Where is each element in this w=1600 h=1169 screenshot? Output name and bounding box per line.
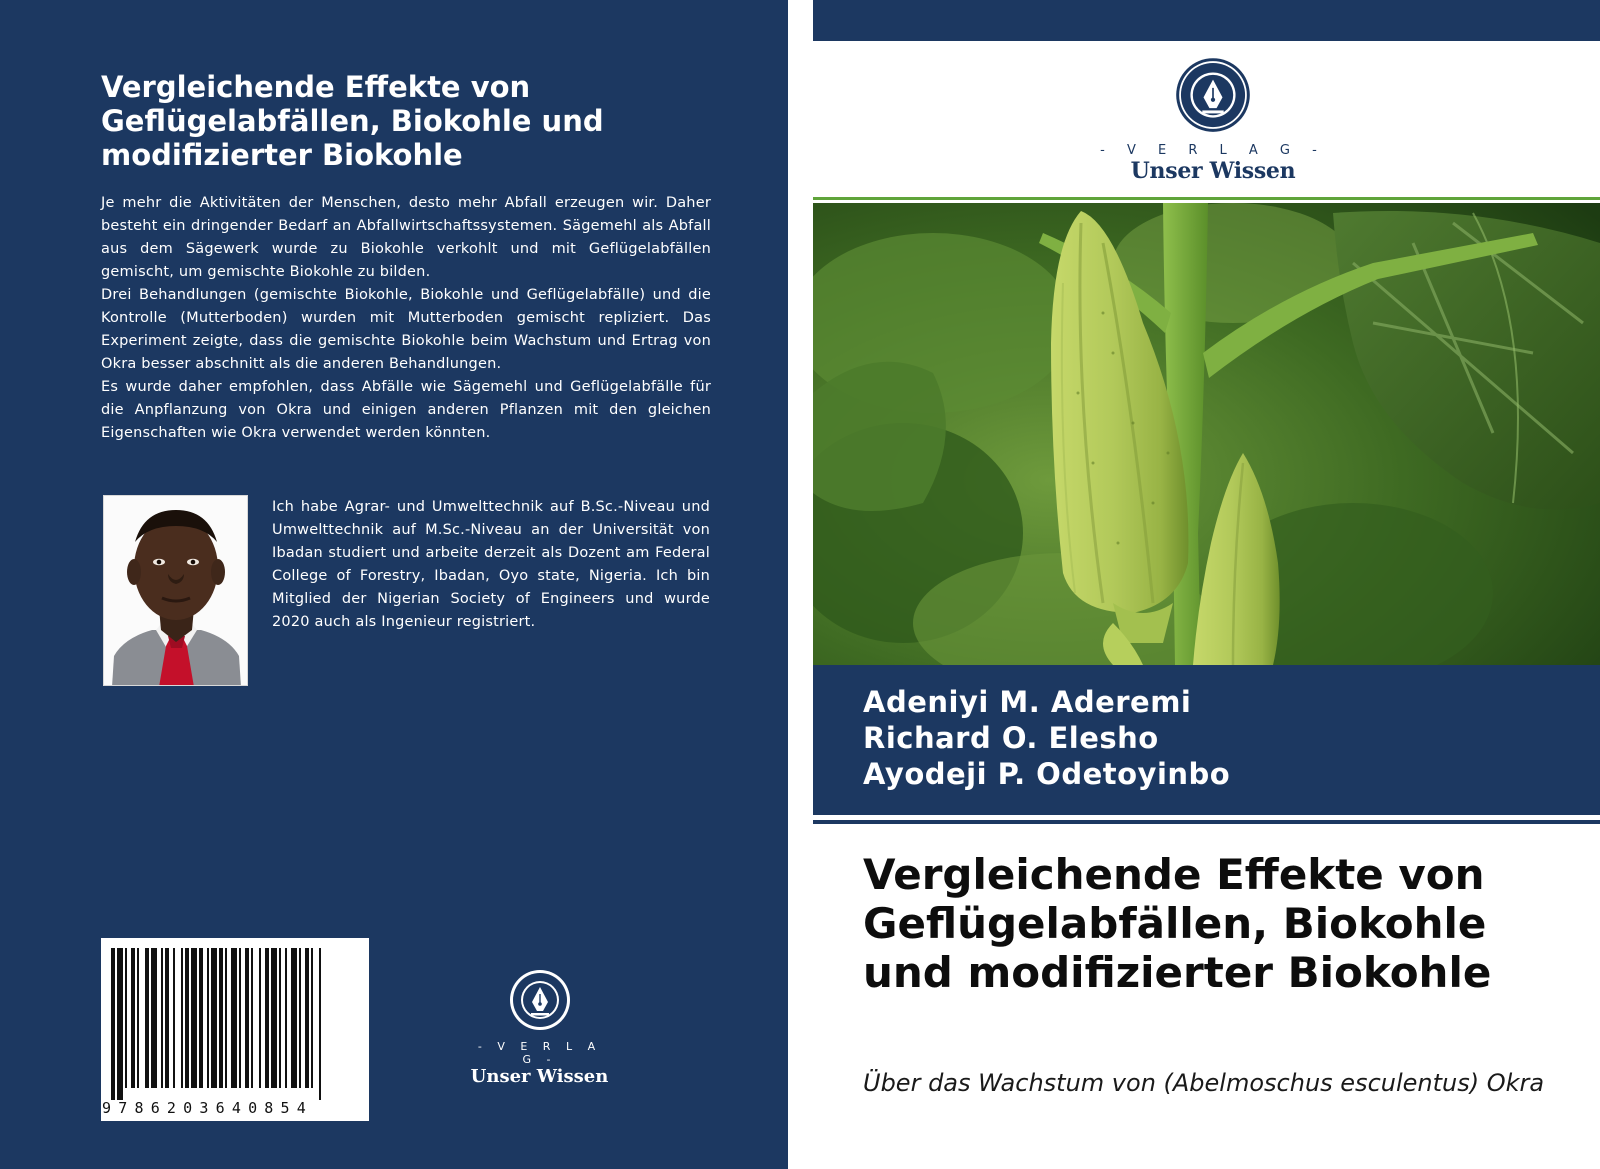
barcode-bar — [285, 948, 287, 1088]
front-cover-subtitle: Über das Wachstum von (Abelmoschus esculentus) Okra — [863, 1069, 1545, 1097]
okra-plant-photo — [813, 203, 1600, 665]
verlag-label: - V E R L A G - — [477, 1040, 602, 1066]
barcode-bar — [181, 948, 183, 1088]
blurb-paragraph: Es wurde daher empfohlen, dass Abfälle wie Sägemehl und Geflügelabfälle für die Anpflanzung von Okra und einigen anderen Pflanzen mit den gleichen Eigenschaften wie Okra verwendet werden könnten. — [101, 379, 711, 441]
publisher-logo-back — [467, 968, 612, 1087]
barcode-bar — [173, 948, 175, 1088]
barcode-bar — [231, 948, 237, 1088]
barcode-bar — [145, 948, 149, 1088]
barcode-bar — [299, 948, 301, 1088]
barcode-bar — [251, 948, 253, 1088]
front-cover — [813, 0, 1600, 1169]
barcode-bar — [165, 948, 169, 1088]
author-bio: Ich habe Agrar- und Umwelttechnik auf B.Sc.-Niveau und Umwelttechnik auf M.Sc.-Niveau an der Universität von Ibadan studiert und arbeite derzeit als Dozent am Federal College of Forestry, Ibadan, Oyo state, Nigeria. Ich bin Mitglied der Nigerian Society of Engineers und wurde 2020 auch als Ingenieur registriert. — [272, 499, 710, 630]
barcode-bar — [225, 948, 227, 1088]
divider-rule — [813, 820, 1600, 824]
pen-nib-seal-logo-icon — [508, 968, 572, 1032]
verlag-label: - V E R L A G - — [1100, 143, 1326, 158]
back-cover — [0, 0, 788, 1169]
isbn-digits: 9786203640854 — [102, 1099, 313, 1117]
author-name: Richard O. Elesho — [863, 721, 1159, 755]
author-portrait-illustration — [104, 496, 248, 686]
barcode-bar — [151, 948, 157, 1088]
publisher-logo-front — [1078, 57, 1348, 184]
back-cover-title: Vergleichende Effekte von Geflügelabfällen, Biokohle und modifizierter Biokohle — [101, 70, 604, 172]
barcode-bar — [259, 948, 261, 1088]
barcode-bar — [199, 948, 203, 1088]
front-cover-title: Vergleichende Effekte von Geflügelabfällen, Biokohle und modifizierter Biokohle — [863, 850, 1492, 997]
barcode-bar — [161, 948, 163, 1088]
barcode-bar — [111, 948, 115, 1100]
pen-nib-seal-logo-icon — [1175, 57, 1251, 133]
blurb-paragraph: Drei Behandlungen (gemischte Biokohle, Biokohle und Geflügelabfälle) und die Kontrolle (Mutterboden) wurden mit Mutterboden gemischt repliziert. Das Experiment zeigte, dass die gemischte Biokohle beim Wachstum und Ertrag von Okra besser abschnitt als die anderen Behandlungen. — [101, 287, 711, 372]
barcode-bar — [319, 948, 321, 1100]
barcode-bar — [265, 948, 269, 1088]
okra-plant-illustration — [813, 203, 1600, 665]
barcode-bar — [279, 948, 281, 1088]
barcode-bar — [291, 948, 297, 1088]
publisher-name: Unser Wissen — [470, 1066, 609, 1087]
publisher-name: Unser Wissen — [1130, 158, 1296, 184]
front-top-bar — [813, 0, 1600, 41]
barcode-bar — [125, 948, 127, 1088]
isbn-barcode — [101, 938, 369, 1121]
barcode-bar — [137, 948, 139, 1088]
barcode-bar — [131, 948, 135, 1088]
barcode-bar — [305, 948, 309, 1088]
spine-gap — [788, 0, 813, 1169]
barcode-bar — [185, 948, 189, 1088]
author-portrait-photo — [103, 495, 248, 686]
barcode-bar — [219, 948, 223, 1088]
author-name: Ayodeji P. Odetoyinbo — [863, 757, 1231, 791]
back-cover-blurb — [101, 192, 711, 445]
barcode-bar — [211, 948, 217, 1088]
authors-band — [813, 665, 1600, 815]
barcode-bar — [239, 948, 241, 1088]
barcode-bar — [271, 948, 277, 1088]
author-name: Adeniyi M. Aderemi — [863, 685, 1192, 719]
barcode-bar — [117, 948, 123, 1100]
barcode-bar — [245, 948, 249, 1088]
barcode-bar — [311, 948, 313, 1088]
photo-accent-line — [813, 197, 1600, 200]
barcode-bars — [101, 948, 369, 1108]
barcode-bar — [207, 948, 209, 1088]
barcode-bar — [191, 948, 197, 1088]
blurb-paragraph: Je mehr die Aktivitäten der Menschen, desto mehr Abfall erzeugen wir. Daher besteht ein dringender Bedarf an Abfallwirtschaftssystemen. Sägemehl als Abfall aus dem Sägewerk wurde zu Biokohle verkohlt und mit Geflügelabfällen gemischt, um gemischte Biokohle zu bilden. — [101, 195, 711, 280]
